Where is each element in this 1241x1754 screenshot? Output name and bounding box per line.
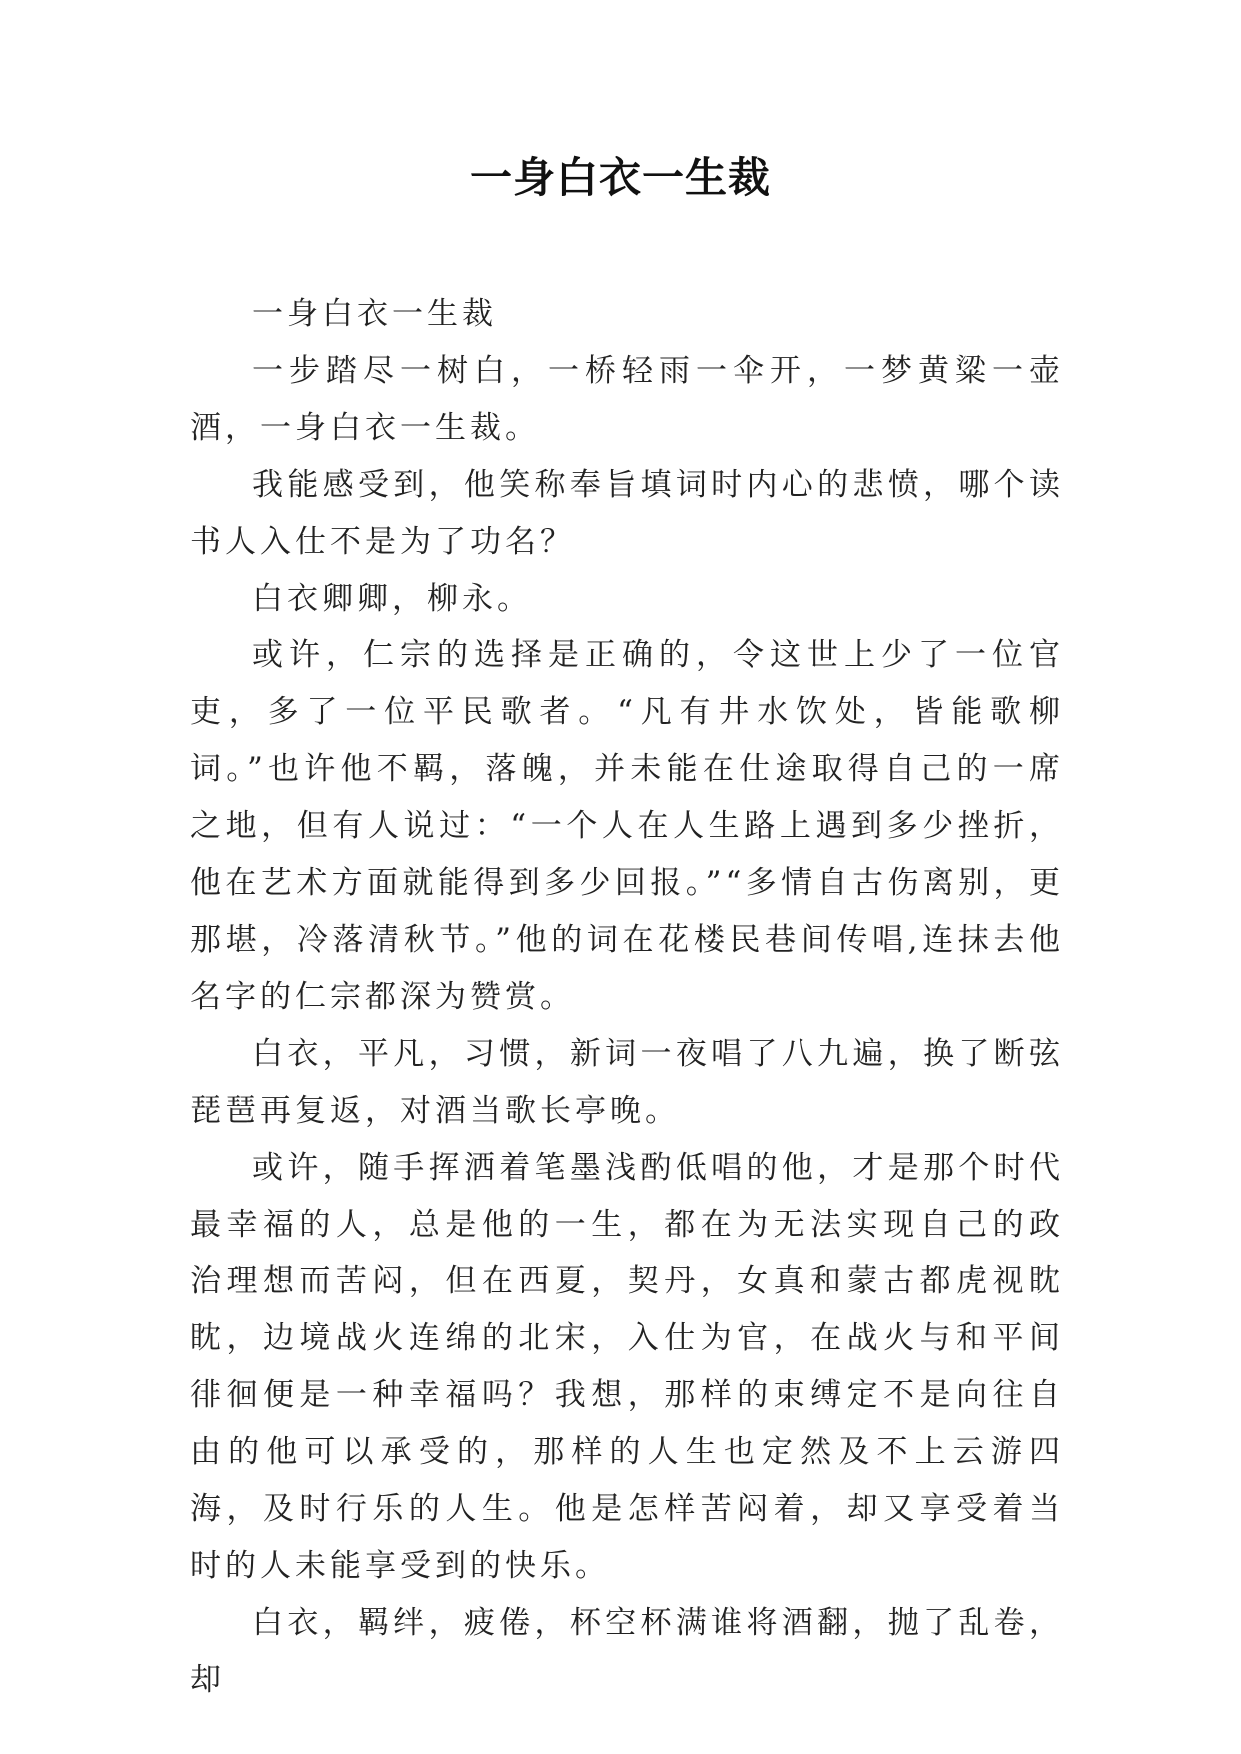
paragraph: 我能感受到，他笑称奉旨填词时内心的悲愤，哪个读书人入仕不是为了功名？: [190, 466, 1064, 560]
paragraph: 或许，仁宗的选择是正确的，令这世上少了一位官吏，多了一位平民歌者。“凡有井水饮处，皆能歌柳词。”也许他不羁，落魄，并未能在仕途取得自己的一席之地，但有人说过：“一个人在人生路上遇到多少挫折，他在艺术方面就能得到多少回报。”“多情自古伤离别，更那堪，冷落清秋节。”他的词在花楼民巷间传唱,连抹去他名字的仁宗都深为赞赏。: [190, 637, 1064, 1015]
paragraph: 白衣，羁绊，疲倦，杯空杯满谁将酒翻，抛了乱卷，却: [190, 1604, 1064, 1698]
paragraph: 白衣，平凡，习惯，新词一夜唱了八九遍，换了断弦琵琶再复返，对酒当歌长亭晚。: [190, 1035, 1064, 1129]
document-body: [190, 286, 1064, 1709]
paragraph-subtitle: 一身白衣一生裁: [252, 296, 497, 332]
paragraph: 白衣卿卿，柳永。: [252, 580, 532, 617]
paragraph: 一步踏尽一树白，一桥轻雨一伞开，一梦黄粱一壶酒，一身白衣一生裁。: [190, 352, 1064, 446]
document-title: 一身白衣一生裁: [469, 153, 771, 202]
paragraph: 或许，随手挥洒着笔墨浅酌低唱的他，才是那个时代最幸福的人，总是他的一生，都在为无法实现自己的政治理想而苦闷，但在西夏，契丹，女真和蒙古都虎视眈眈，边境战火连绵的北宋，入仕为官，在战火与和平间徘徊便是一种幸福吗？我想，那样的束缚定不是向往自由的他可以承受的，那样的人生也定然及不上云游四海，及时行乐的人生。他是怎样苦闷着，却又享受着当时的人未能享受到的快乐。: [190, 1149, 1064, 1584]
